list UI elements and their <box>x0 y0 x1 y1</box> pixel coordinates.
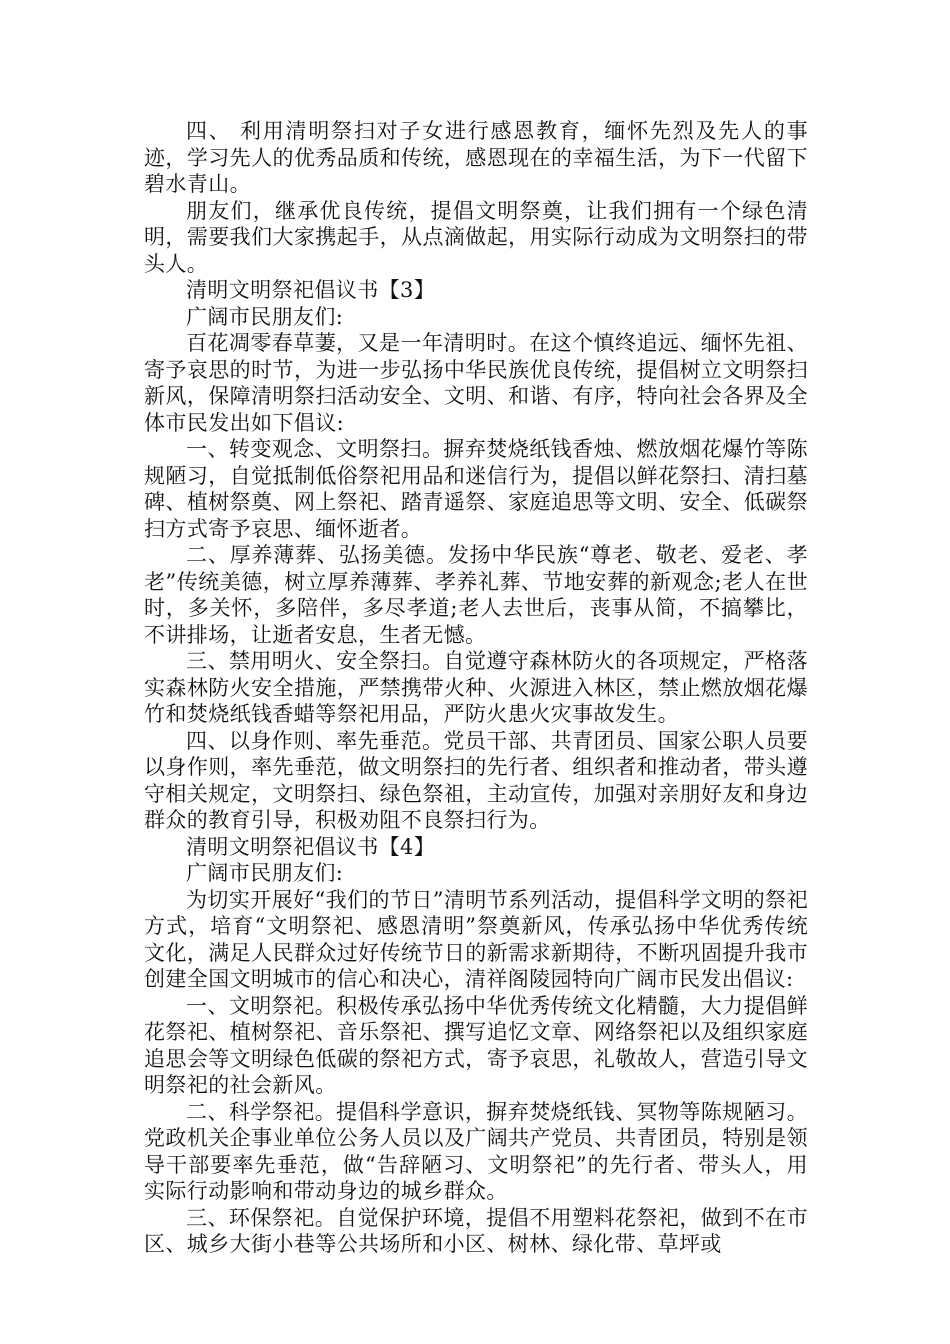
section-title-4: 清明文明祭祀倡议书【4】 <box>186 834 436 859</box>
paragraph-11: 三、环保祭祀。自觉保护环境，提倡不用塑料花祭祀，做到不在市区、城乡大街小巷等公共场所和小区、树林、绿化带、草坪或 <box>144 1205 808 1256</box>
paragraph-10: 二、科学祭祀。提倡科学意识，摒弃焚烧纸钱、冥物等陈规陋习。党政机关企事业单位公务人员以及广阔共产党员、共青团员，特别是领导干部要率先垂范，做“告辞陋习、文明祭祀”的先行者、带头人，用实际行动影响和带动身边的城乡群众。 <box>144 1099 808 1203</box>
paragraph-3: 百花凋零春草萋，又是一年清明时。在这个慎终追远、缅怀先祖、寄予哀思的时节，为进一步弘扬中华民族优良传统，提倡树立文明祭扫新风，保障清明祭扫活动安全、文明、和谐、有序，特向社会各界及全体市民发出如下倡议: <box>144 331 808 435</box>
document-page <box>144 118 808 1258</box>
paragraph-9: 一、文明祭祀。积极传承弘扬中华优秀传统文化精髓，大力提倡鲜花祭祀、植树祭祀、音乐祭祀、撰写追忆文章、网络祭祀以及组织家庭追思会等文明绿色低碳的祭祀方式，寄予哀思，礼敬故人，营造引导文明祭祀的社会新风。 <box>144 993 808 1097</box>
salutation-4: 广阔市民朋友们: <box>186 861 344 885</box>
paragraph-6: 三、禁用明火、安全祭扫。自觉遵守森林防火的各项规定，严格落实森林防火安全措施，严禁携带火种、火源进入林区，禁止燃放烟花爆竹和焚烧纸钱香蜡等祭祀用品，严防火患火灾事故发生。 <box>144 649 808 726</box>
paragraph-5: 二、厚养薄葬、弘扬美德。发扬中华民族“尊老、敬老、爱老、孝老”传统美德，树立厚养薄葬、孝养礼葬、节地安葬的新观念;老人在世时，多关怀，多陪伴，多尽孝道;老人去世后，丧事从简，不搞攀比，不讲排场，让逝者安息，生者无憾。 <box>144 543 808 647</box>
section-title-3: 清明文明祭祀倡议书【3】 <box>186 278 436 302</box>
paragraph-2: 朋友们，继承优良传统，提倡文明祭奠，让我们拥有一个绿色清明，需要我们大家携起手，从点滴做起，用实际行动成为文明祭扫的带头人。 <box>144 198 808 276</box>
paragraph-4: 一、转变观念、文明祭扫。摒弃焚烧纸钱香烛、燃放烟花爆竹等陈规陋习，自觉抵制低俗祭祀用品和迷信行为，提倡以鲜花祭扫、清扫墓碑、植树祭奠、网上祭祀、踏青遥祭、家庭追思等文明、安全、低碳祭扫方式寄予哀思、缅怀逝者。 <box>144 437 808 541</box>
paragraph-8: 为切实开展好“我们的节日”清明节系列活动，提倡科学文明的祭祀方式，培育“文明祭祀、感恩清明”祭奠新风，传承弘扬中华优秀传统文化，满足人民群众过好传统节日的新需求新期待，不断巩固提升我市创建全国文明城市的信心和决心，清祥阁陵园特向广阔市民发出倡议: <box>144 887 808 991</box>
salutation-3: 广阔市民朋友们: <box>186 304 344 329</box>
paragraph-7: 四、以身作则、率先垂范。党员干部、共青团员、国家公职人员要以身作则，率先垂范，做文明祭扫的先行者、组织者和推动者，带头遵守相关规定，文明祭扫、绿色祭祖，主动宣传，加强对亲朋好友和身边群众的教育引导，积极劝阻不良祭扫行为。 <box>144 728 808 832</box>
paragraph-1: 四、 利用清明祭扫对子女进行感恩教育，缅怀先烈及先人的事迹，学习先人的优秀品质和传统，感恩现在的幸福生活，为下一代留下碧水青山。 <box>144 119 808 196</box>
